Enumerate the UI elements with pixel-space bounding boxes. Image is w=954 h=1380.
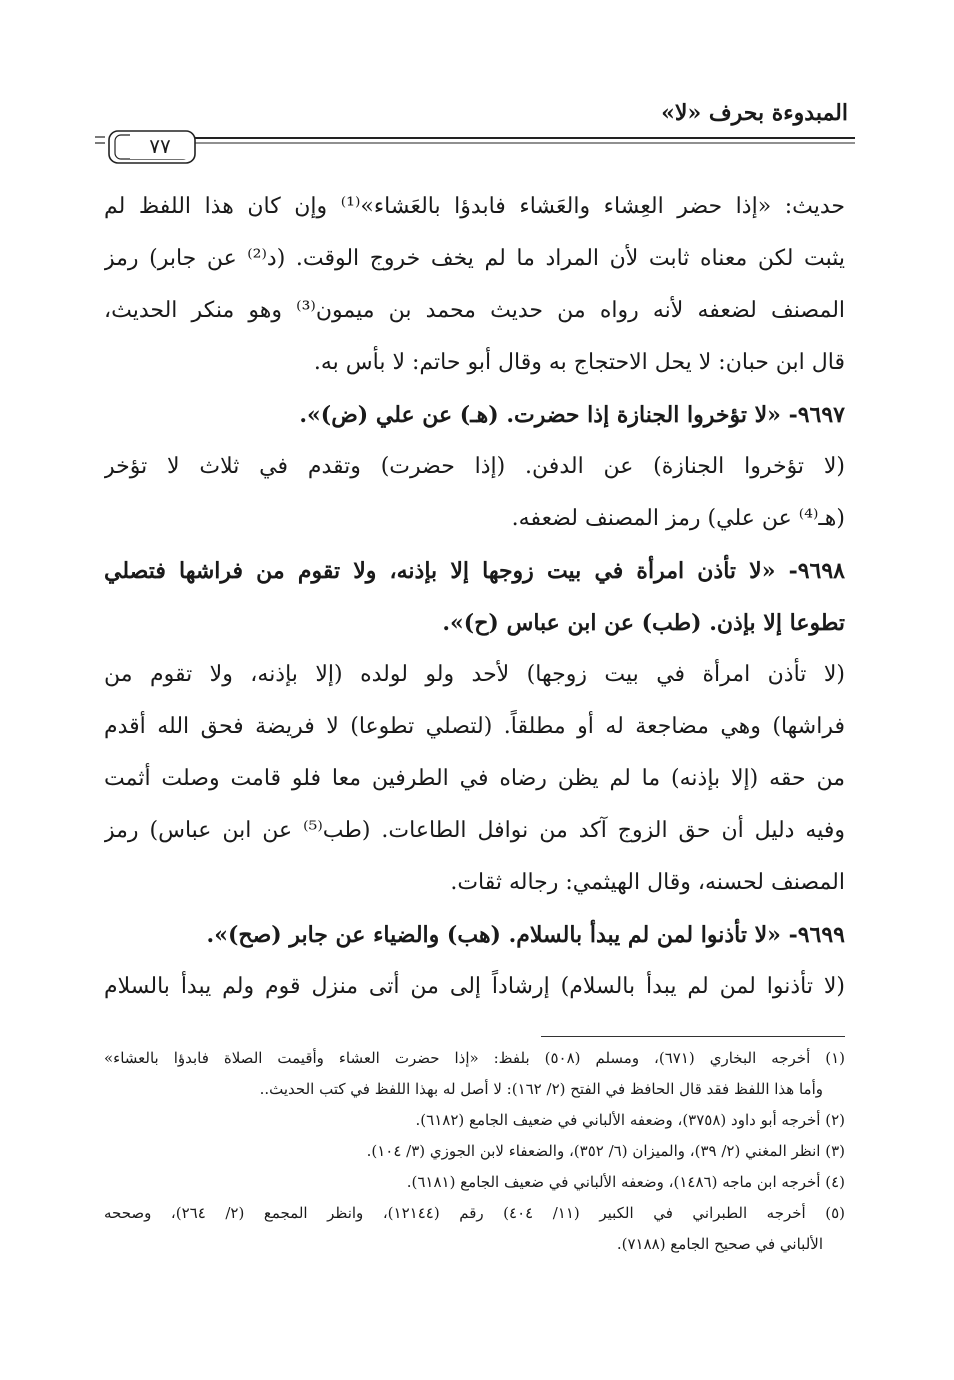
footnote-line: (٤) أخرجه ابن ماجه (١٤٨٦)، وضعفه الألباني في ضعيف الجامع (٦١٨١). — [406, 1173, 845, 1191]
text-line: (لا تؤخروا الجنازة) عن الدفن. (إذا حضرت) وتقدم في ثلاث لا تؤخر — [104, 454, 845, 479]
footnote-line: الألباني في صحيح الجامع (٧١٨٨). — [616, 1235, 823, 1253]
text-line: قال ابن حبان: لا يحل الاحتجاج به وقال أبو حاتم: لا بأس به. — [313, 350, 845, 375]
header-rule — [95, 127, 855, 167]
text-line: يثبت لكن معناه ثابت لأن المراد ما لم يخف خروج الوقت. (د⁽²⁾ عن جابر) رمز — [104, 246, 845, 271]
text-line: حديث: «إذا حضر العِشاء والعَشاء فابدؤا بالعَشاء»⁽¹⁾ وإن كان هذا اللفظ لم — [104, 194, 845, 219]
footnote-line: (١) أخرجه البخاري (٦٧١)، ومسلم (٥٠٨) بلفظ: «إذا حضرت العشاء وأقيمت الصلاة فابدؤا بالعشاء» — [104, 1049, 845, 1067]
footnote-line: (٣) انظر المغني (٢/ ٣٩)، والميزان (٦/ ٣٥٢)، والضعفاء لابن الجوزي (٣/ ١٠٤). — [366, 1142, 845, 1160]
text-line: وفيه دليل أن حق الزوج آكد من نوافل الطاعات. (طب⁽⁵⁾ عن ابن عباس) رمز — [104, 818, 845, 843]
main-text — [104, 181, 845, 1013]
footnote-line: (٢) أخرجه أبو داود (٣٧٥٨)، وضعفه الألباني في ضعيف الجامع (٦١٨٢). — [415, 1111, 845, 1129]
page-number: ٧٧ — [130, 133, 190, 159]
text-line: فراشها) وهي مضاجعة له أو مطلقاً. (لتصلي تطوعا) لا فريضة فحق الله أقدم — [104, 714, 845, 739]
text-line: ٩٦٩٧- «لا تؤخروا الجنازة إذا حضرت. (هـ) عن علي (ض)». — [299, 402, 845, 428]
text-line: ٩٦٩٩- «لا تأذنوا لمن لم يبدأ بالسلام. (هب) والضياء عن جابر (صح)». — [206, 922, 845, 948]
text-line: المصنف لحسنه، وقال الهيثمي: رجاله ثقات. — [450, 870, 845, 895]
footnote-line: وأما هذا اللفظ فقد قال الحافظ في الفتح (٢/ ١٦٢): لا أصل له بهذا اللفظ في كتب الحديث.. — [259, 1080, 823, 1098]
footnote-separator — [541, 1036, 845, 1037]
text-line: من حقه (إلا بإذنه) ما لم يظن رضاه في الطرفين معا فلو قامت وصلت أثمت — [104, 766, 845, 791]
text-line: ٩٦٩٨- «لا تأذن امرأة في بيت زوجها إلا بإذنه، ولا تقوم من فراشها فتصلي — [104, 558, 845, 584]
text-line: (هـ⁽⁴⁾ عن علي) رمز المصنف لضعفه. — [511, 506, 845, 531]
running-title: المبدوءة بحرف «لا» — [661, 100, 848, 126]
text-line: المصنف لضعفه لأنه رواه من حديث محمد بن ميمون⁽³⁾ وهو منكر الحديث، — [104, 298, 845, 323]
text-line: (لا تأذن امرأة في بيت زوجها) لأحد ولو لولده (إلا بإذنه، ولا تقوم من — [104, 662, 845, 687]
footnote-line: (٥) أخرجه الطبراني في الكبير (١١/ ٤٠٤) رقم (١٢١٤٤)، وانظر المجمع (٢/ ٢٦٤)، وصححه — [104, 1204, 845, 1222]
text-line: تطوعا إلا بإذن. (طب) عن ابن عباس (ح)». — [442, 610, 845, 636]
footnotes — [104, 1043, 845, 1260]
text-line: (لا تأذنوا لمن لم يبدأ بالسلام) إرشاداً إلى من أتى منزل قوم ولم يبدأ بالسلام — [104, 974, 845, 999]
